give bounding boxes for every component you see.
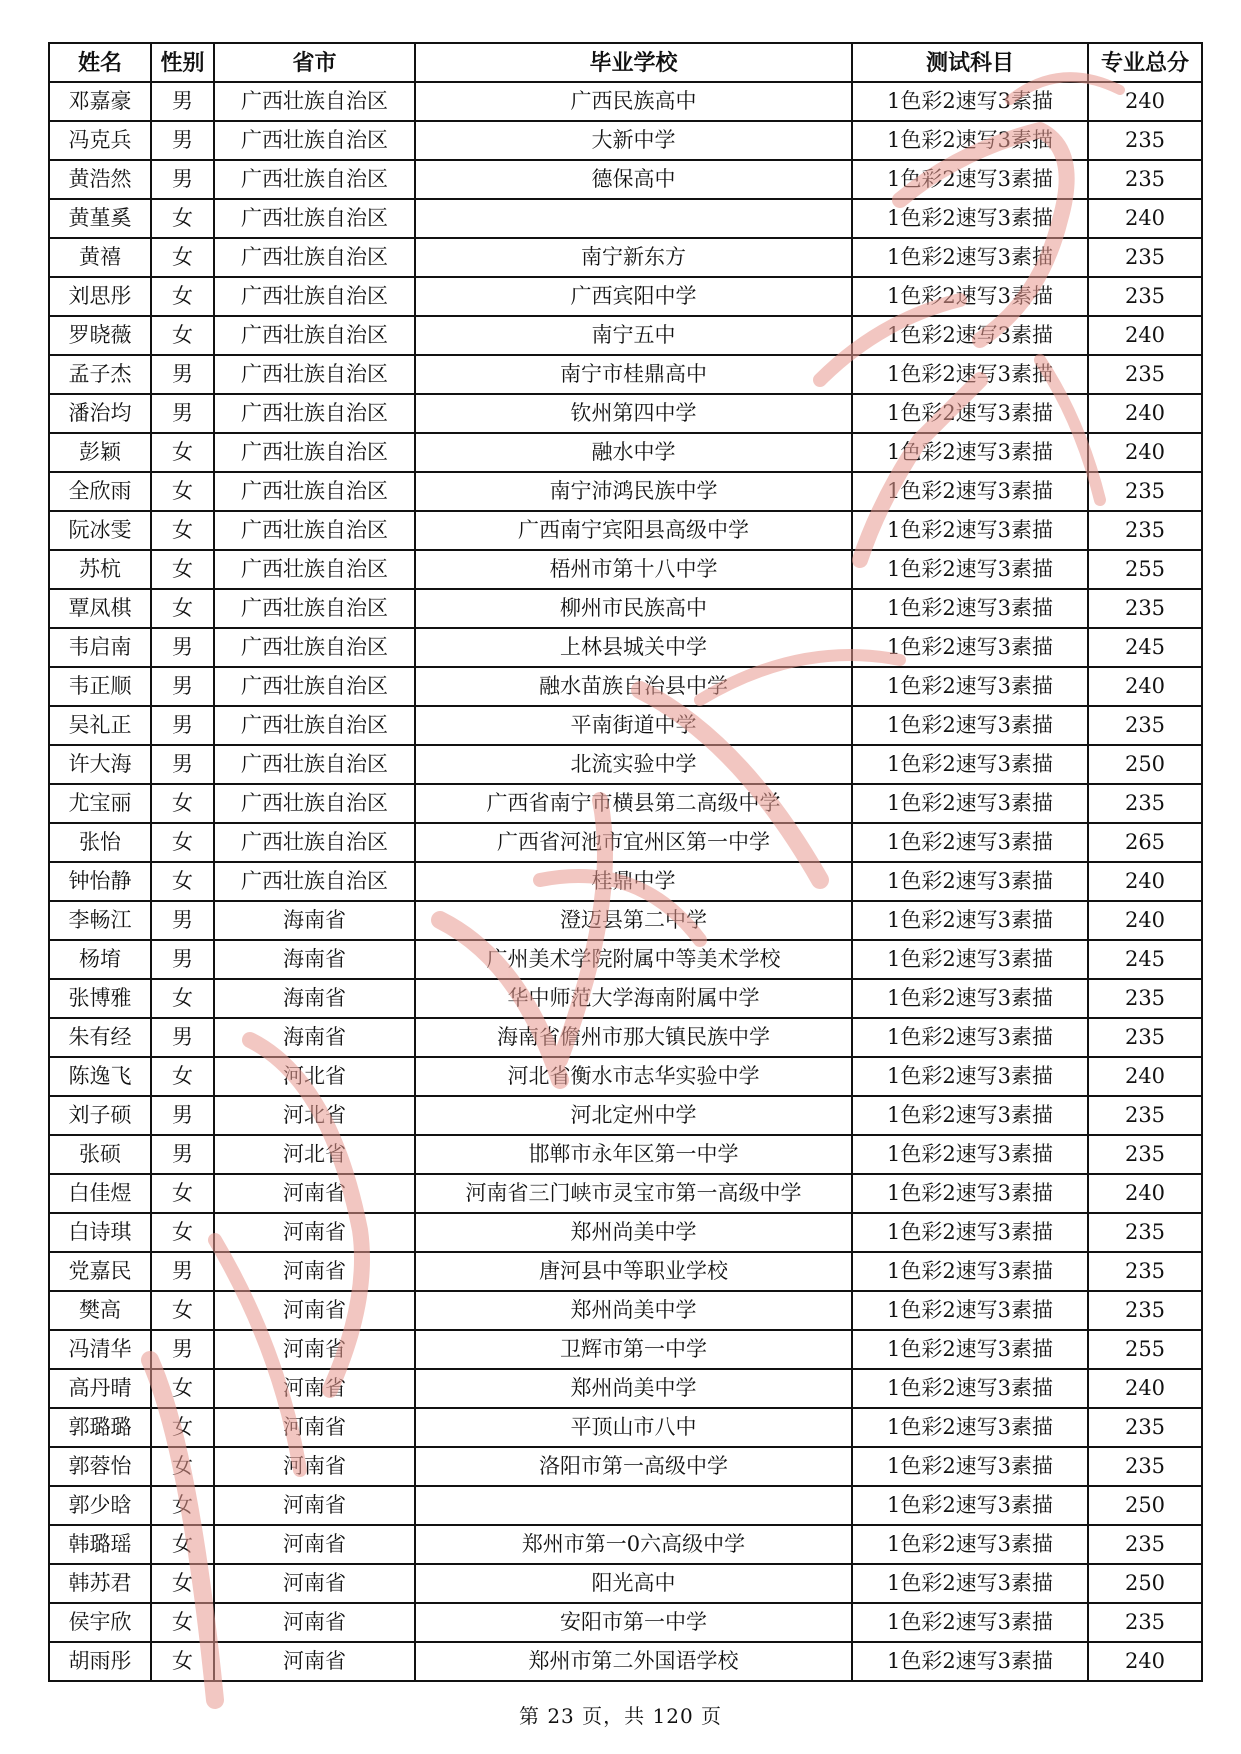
cell-gender: 女	[151, 1174, 214, 1213]
table-header-row	[49, 43, 1202, 82]
cell-school	[415, 199, 852, 238]
document-sheet	[48, 42, 1201, 1682]
cell-score: 255	[1088, 550, 1202, 589]
cell-score: 235	[1088, 1018, 1202, 1057]
cell-school: 融水中学	[415, 433, 852, 472]
cell-score: 235	[1088, 238, 1202, 277]
cell-school: 南宁沛鸿民族中学	[415, 472, 852, 511]
table-row	[49, 1642, 1202, 1681]
cell-subject: 1色彩2速写3素描	[852, 1525, 1088, 1564]
cell-school: 洛阳市第一高级中学	[415, 1447, 852, 1486]
cell-subject: 1色彩2速写3素描	[852, 1486, 1088, 1525]
cell-score: 235	[1088, 784, 1202, 823]
header-school: 毕业学校	[415, 43, 852, 82]
cell-province: 河南省	[214, 1447, 415, 1486]
cell-province: 广西壮族自治区	[214, 862, 415, 901]
cell-name: 张博雅	[49, 979, 151, 1018]
cell-subject: 1色彩2速写3素描	[852, 511, 1088, 550]
cell-province: 海南省	[214, 901, 415, 940]
cell-gender: 男	[151, 1330, 214, 1369]
cell-province: 广西壮族自治区	[214, 589, 415, 628]
cell-subject: 1色彩2速写3素描	[852, 82, 1088, 121]
cell-province: 河南省	[214, 1408, 415, 1447]
cell-gender: 男	[151, 940, 214, 979]
table-row	[49, 199, 1202, 238]
cell-school: 郑州尚美中学	[415, 1369, 852, 1408]
cell-province: 河北省	[214, 1135, 415, 1174]
cell-province: 广西壮族自治区	[214, 394, 415, 433]
cell-gender: 男	[151, 1252, 214, 1291]
cell-school: 钦州第四中学	[415, 394, 852, 433]
cell-score: 235	[1088, 1447, 1202, 1486]
cell-school: 平顶山市八中	[415, 1408, 852, 1447]
table-row	[49, 1018, 1202, 1057]
table-row	[49, 1135, 1202, 1174]
cell-name: 杨堉	[49, 940, 151, 979]
cell-province: 广西壮族自治区	[214, 238, 415, 277]
table-row	[49, 1603, 1202, 1642]
cell-school: 梧州市第十八中学	[415, 550, 852, 589]
cell-school: 河南省三门峡市灵宝市第一高级中学	[415, 1174, 852, 1213]
cell-name: 张硕	[49, 1135, 151, 1174]
cell-name: 党嘉民	[49, 1252, 151, 1291]
cell-subject: 1色彩2速写3素描	[852, 1447, 1088, 1486]
cell-gender: 女	[151, 199, 214, 238]
cell-province: 广西壮族自治区	[214, 784, 415, 823]
cell-gender: 女	[151, 316, 214, 355]
table-row	[49, 160, 1202, 199]
cell-province: 河南省	[214, 1603, 415, 1642]
cell-score: 265	[1088, 823, 1202, 862]
table-row	[49, 1408, 1202, 1447]
cell-province: 河南省	[214, 1486, 415, 1525]
cell-score: 235	[1088, 1252, 1202, 1291]
cell-name: 尤宝丽	[49, 784, 151, 823]
cell-name: 高丹晴	[49, 1369, 151, 1408]
cell-province: 广西壮族自治区	[214, 433, 415, 472]
cell-province: 河南省	[214, 1174, 415, 1213]
cell-score: 235	[1088, 511, 1202, 550]
cell-name: 白佳煜	[49, 1174, 151, 1213]
cell-subject: 1色彩2速写3素描	[852, 1135, 1088, 1174]
cell-gender: 男	[151, 1135, 214, 1174]
cell-school: 广西民族高中	[415, 82, 852, 121]
cell-score: 235	[1088, 121, 1202, 160]
table-row	[49, 1213, 1202, 1252]
cell-gender: 女	[151, 1369, 214, 1408]
cell-name: 苏杭	[49, 550, 151, 589]
cell-score: 240	[1088, 901, 1202, 940]
cell-score: 240	[1088, 82, 1202, 121]
cell-school: 上林县城关中学	[415, 628, 852, 667]
cell-province: 广西壮族自治区	[214, 706, 415, 745]
cell-score: 235	[1088, 1525, 1202, 1564]
cell-gender: 女	[151, 1564, 214, 1603]
cell-score: 240	[1088, 199, 1202, 238]
cell-gender: 女	[151, 823, 214, 862]
cell-subject: 1色彩2速写3素描	[852, 667, 1088, 706]
cell-school: 大新中学	[415, 121, 852, 160]
cell-subject: 1色彩2速写3素描	[852, 784, 1088, 823]
cell-gender: 女	[151, 1603, 214, 1642]
table-row	[49, 511, 1202, 550]
table-row	[49, 238, 1202, 277]
cell-school: 郑州市第二外国语学校	[415, 1642, 852, 1681]
cell-subject: 1色彩2速写3素描	[852, 355, 1088, 394]
cell-province: 河南省	[214, 1525, 415, 1564]
cell-gender: 女	[151, 1408, 214, 1447]
cell-province: 广西壮族自治区	[214, 355, 415, 394]
cell-province: 广西壮族自治区	[214, 82, 415, 121]
cell-name: 韦启南	[49, 628, 151, 667]
cell-subject: 1色彩2速写3素描	[852, 550, 1088, 589]
cell-subject: 1色彩2速写3素描	[852, 160, 1088, 199]
cell-score: 240	[1088, 1057, 1202, 1096]
cell-name: 黄禧	[49, 238, 151, 277]
cell-subject: 1色彩2速写3素描	[852, 1174, 1088, 1213]
cell-score: 240	[1088, 1174, 1202, 1213]
cell-gender: 男	[151, 1018, 214, 1057]
cell-subject: 1色彩2速写3素描	[852, 1291, 1088, 1330]
cell-subject: 1色彩2速写3素描	[852, 823, 1088, 862]
table-row	[49, 1330, 1202, 1369]
cell-gender: 女	[151, 238, 214, 277]
cell-gender: 男	[151, 901, 214, 940]
cell-gender: 男	[151, 160, 214, 199]
page-footer: 第 23 页，共 120 页	[518, 1704, 723, 1728]
cell-school: 广西省南宁市横县第二高级中学	[415, 784, 852, 823]
cell-name: 郭璐璐	[49, 1408, 151, 1447]
cell-score: 235	[1088, 1213, 1202, 1252]
cell-province: 海南省	[214, 1018, 415, 1057]
cell-subject: 1色彩2速写3素描	[852, 1018, 1088, 1057]
cell-province: 广西壮族自治区	[214, 160, 415, 199]
cell-gender: 女	[151, 433, 214, 472]
cell-name: 吴礼正	[49, 706, 151, 745]
cell-name: 潘治均	[49, 394, 151, 433]
cell-score: 235	[1088, 355, 1202, 394]
cell-subject: 1色彩2速写3素描	[852, 1252, 1088, 1291]
cell-gender: 男	[151, 667, 214, 706]
table-row	[49, 316, 1202, 355]
cell-school: 澄迈县第二中学	[415, 901, 852, 940]
cell-score: 240	[1088, 667, 1202, 706]
cell-name: 李畅江	[49, 901, 151, 940]
cell-subject: 1色彩2速写3素描	[852, 979, 1088, 1018]
cell-school: 邯郸市永年区第一中学	[415, 1135, 852, 1174]
table-row	[49, 1369, 1202, 1408]
cell-score: 250	[1088, 745, 1202, 784]
cell-province: 广西壮族自治区	[214, 316, 415, 355]
cell-subject: 1色彩2速写3素描	[852, 433, 1088, 472]
cell-gender: 女	[151, 511, 214, 550]
cell-province: 河北省	[214, 1096, 415, 1135]
cell-gender: 男	[151, 121, 214, 160]
cell-subject: 1色彩2速写3素描	[852, 940, 1088, 979]
cell-name: 侯宇欣	[49, 1603, 151, 1642]
table-row	[49, 121, 1202, 160]
cell-gender: 女	[151, 1642, 214, 1681]
cell-province: 河南省	[214, 1564, 415, 1603]
cell-name: 罗晓薇	[49, 316, 151, 355]
table-row	[49, 823, 1202, 862]
cell-subject: 1色彩2速写3素描	[852, 745, 1088, 784]
cell-province: 广西壮族自治区	[214, 628, 415, 667]
cell-subject: 1色彩2速写3素描	[852, 472, 1088, 511]
cell-name: 胡雨彤	[49, 1642, 151, 1681]
cell-subject: 1色彩2速写3素描	[852, 1213, 1088, 1252]
cell-school: 郑州尚美中学	[415, 1213, 852, 1252]
cell-gender: 男	[151, 355, 214, 394]
cell-subject: 1色彩2速写3素描	[852, 277, 1088, 316]
cell-name: 陈逸飞	[49, 1057, 151, 1096]
cell-score: 235	[1088, 1291, 1202, 1330]
cell-score: 235	[1088, 1135, 1202, 1174]
cell-school: 广西省河池市宜州区第一中学	[415, 823, 852, 862]
cell-score: 250	[1088, 1564, 1202, 1603]
cell-name: 孟子杰	[49, 355, 151, 394]
cell-subject: 1色彩2速写3素描	[852, 1603, 1088, 1642]
cell-subject: 1色彩2速写3素描	[852, 121, 1088, 160]
cell-score: 250	[1088, 1486, 1202, 1525]
cell-score: 240	[1088, 1642, 1202, 1681]
cell-province: 河南省	[214, 1252, 415, 1291]
cell-school: 南宁市桂鼎高中	[415, 355, 852, 394]
cell-score: 235	[1088, 979, 1202, 1018]
cell-subject: 1色彩2速写3素描	[852, 238, 1088, 277]
table-row	[49, 1447, 1202, 1486]
cell-province: 广西壮族自治区	[214, 511, 415, 550]
cell-school: 郑州尚美中学	[415, 1291, 852, 1330]
cell-subject: 1色彩2速写3素描	[852, 199, 1088, 238]
cell-score: 240	[1088, 433, 1202, 472]
admission-table	[48, 42, 1203, 1682]
cell-school: 唐河县中等职业学校	[415, 1252, 852, 1291]
cell-gender: 女	[151, 550, 214, 589]
cell-province: 广西壮族自治区	[214, 472, 415, 511]
cell-gender: 男	[151, 706, 214, 745]
cell-name: 阮冰雯	[49, 511, 151, 550]
cell-province: 海南省	[214, 979, 415, 1018]
cell-name: 钟怡静	[49, 862, 151, 901]
table-row	[49, 940, 1202, 979]
cell-score: 235	[1088, 160, 1202, 199]
cell-name: 韦正顺	[49, 667, 151, 706]
table-row	[49, 1525, 1202, 1564]
header-score: 专业总分	[1088, 43, 1202, 82]
cell-score: 235	[1088, 277, 1202, 316]
cell-score: 235	[1088, 706, 1202, 745]
table-row	[49, 1174, 1202, 1213]
cell-name: 郭蓉怡	[49, 1447, 151, 1486]
cell-school: 平南街道中学	[415, 706, 852, 745]
cell-school: 融水苗族自治县中学	[415, 667, 852, 706]
table-row	[49, 433, 1202, 472]
cell-gender: 女	[151, 589, 214, 628]
header-gender: 性别	[151, 43, 214, 82]
cell-gender: 男	[151, 628, 214, 667]
cell-subject: 1色彩2速写3素描	[852, 1408, 1088, 1447]
cell-province: 河南省	[214, 1642, 415, 1681]
cell-province: 广西壮族自治区	[214, 199, 415, 238]
table-row	[49, 706, 1202, 745]
table-row	[49, 901, 1202, 940]
cell-score: 255	[1088, 1330, 1202, 1369]
cell-name: 邓嘉豪	[49, 82, 151, 121]
cell-school: 南宁五中	[415, 316, 852, 355]
cell-name: 张怡	[49, 823, 151, 862]
cell-score: 235	[1088, 589, 1202, 628]
cell-school: 南宁新东方	[415, 238, 852, 277]
cell-province: 广西壮族自治区	[214, 745, 415, 784]
cell-school: 北流实验中学	[415, 745, 852, 784]
table-row	[49, 1564, 1202, 1603]
table-row	[49, 628, 1202, 667]
table-row	[49, 394, 1202, 433]
cell-gender: 女	[151, 1486, 214, 1525]
table-body	[49, 82, 1202, 1681]
cell-gender: 女	[151, 1447, 214, 1486]
header-subject: 测试科目	[852, 43, 1088, 82]
cell-province: 广西壮族自治区	[214, 121, 415, 160]
cell-gender: 女	[151, 277, 214, 316]
cell-gender: 男	[151, 1096, 214, 1135]
cell-score: 245	[1088, 628, 1202, 667]
cell-name: 全欣雨	[49, 472, 151, 511]
cell-province: 广西壮族自治区	[214, 277, 415, 316]
cell-name: 彭颖	[49, 433, 151, 472]
cell-subject: 1色彩2速写3素描	[852, 1057, 1088, 1096]
cell-school: 广西南宁宾阳县高级中学	[415, 511, 852, 550]
cell-gender: 女	[151, 1525, 214, 1564]
cell-subject: 1色彩2速写3素描	[852, 1369, 1088, 1408]
table-row	[49, 745, 1202, 784]
cell-province: 河北省	[214, 1057, 415, 1096]
cell-school: 柳州市民族高中	[415, 589, 852, 628]
cell-school: 河北省衡水市志华实验中学	[415, 1057, 852, 1096]
table-row	[49, 82, 1202, 121]
cell-subject: 1色彩2速写3素描	[852, 1642, 1088, 1681]
table-row	[49, 667, 1202, 706]
cell-school: 卫辉市第一中学	[415, 1330, 852, 1369]
table-row	[49, 1486, 1202, 1525]
cell-gender: 男	[151, 82, 214, 121]
cell-name: 刘子硕	[49, 1096, 151, 1135]
cell-name: 黄浩然	[49, 160, 151, 199]
table-row	[49, 1096, 1202, 1135]
table-row	[49, 589, 1202, 628]
table-row	[49, 784, 1202, 823]
table-row	[49, 862, 1202, 901]
cell-name: 韩苏君	[49, 1564, 151, 1603]
cell-school: 广西宾阳中学	[415, 277, 852, 316]
cell-school: 广州美术学院附属中等美术学校	[415, 940, 852, 979]
cell-name: 覃凤棋	[49, 589, 151, 628]
cell-score: 235	[1088, 1603, 1202, 1642]
header-province: 省市	[214, 43, 415, 82]
cell-province: 广西壮族自治区	[214, 667, 415, 706]
cell-school: 海南省儋州市那大镇民族中学	[415, 1018, 852, 1057]
cell-score: 245	[1088, 940, 1202, 979]
cell-name: 许大海	[49, 745, 151, 784]
cell-subject: 1色彩2速写3素描	[852, 628, 1088, 667]
cell-province: 河南省	[214, 1330, 415, 1369]
cell-score: 240	[1088, 394, 1202, 433]
cell-gender: 女	[151, 472, 214, 511]
cell-gender: 女	[151, 1057, 214, 1096]
cell-name: 冯清华	[49, 1330, 151, 1369]
cell-name: 郭少晗	[49, 1486, 151, 1525]
cell-subject: 1色彩2速写3素描	[852, 706, 1088, 745]
cell-school: 桂鼎中学	[415, 862, 852, 901]
cell-province: 广西壮族自治区	[214, 823, 415, 862]
cell-school	[415, 1486, 852, 1525]
cell-score: 235	[1088, 472, 1202, 511]
cell-province: 海南省	[214, 940, 415, 979]
cell-gender: 女	[151, 979, 214, 1018]
cell-school: 德保高中	[415, 160, 852, 199]
cell-name: 朱有经	[49, 1018, 151, 1057]
cell-subject: 1色彩2速写3素描	[852, 1096, 1088, 1135]
cell-school: 郑州市第一0六高级中学	[415, 1525, 852, 1564]
header-name: 姓名	[49, 43, 151, 82]
cell-province: 广西壮族自治区	[214, 550, 415, 589]
cell-subject: 1色彩2速写3素描	[852, 1564, 1088, 1603]
cell-gender: 男	[151, 745, 214, 784]
cell-subject: 1色彩2速写3素描	[852, 901, 1088, 940]
table-row	[49, 1291, 1202, 1330]
cell-school: 华中师范大学海南附属中学	[415, 979, 852, 1018]
cell-name: 冯克兵	[49, 121, 151, 160]
table-row	[49, 550, 1202, 589]
cell-score: 240	[1088, 1369, 1202, 1408]
cell-name: 樊高	[49, 1291, 151, 1330]
cell-gender: 女	[151, 1291, 214, 1330]
cell-gender: 女	[151, 1213, 214, 1252]
cell-province: 河南省	[214, 1369, 415, 1408]
cell-name: 刘思彤	[49, 277, 151, 316]
cell-score: 235	[1088, 1408, 1202, 1447]
cell-gender: 女	[151, 862, 214, 901]
cell-school: 阳光高中	[415, 1564, 852, 1603]
cell-subject: 1色彩2速写3素描	[852, 589, 1088, 628]
cell-name: 黄堇奚	[49, 199, 151, 238]
table-row	[49, 1252, 1202, 1291]
cell-gender: 女	[151, 784, 214, 823]
cell-school: 安阳市第一中学	[415, 1603, 852, 1642]
cell-subject: 1色彩2速写3素描	[852, 394, 1088, 433]
table-row	[49, 979, 1202, 1018]
cell-province: 河南省	[214, 1213, 415, 1252]
cell-school: 河北定州中学	[415, 1096, 852, 1135]
table-row	[49, 277, 1202, 316]
cell-score: 235	[1088, 1096, 1202, 1135]
cell-subject: 1色彩2速写3素描	[852, 862, 1088, 901]
table-row	[49, 355, 1202, 394]
table-row	[49, 472, 1202, 511]
cell-score: 240	[1088, 316, 1202, 355]
cell-province: 河南省	[214, 1291, 415, 1330]
cell-subject: 1色彩2速写3素描	[852, 316, 1088, 355]
cell-name: 白诗琪	[49, 1213, 151, 1252]
cell-subject: 1色彩2速写3素描	[852, 1330, 1088, 1369]
table-row	[49, 1057, 1202, 1096]
cell-name: 韩璐瑶	[49, 1525, 151, 1564]
cell-gender: 男	[151, 394, 214, 433]
cell-score: 240	[1088, 862, 1202, 901]
